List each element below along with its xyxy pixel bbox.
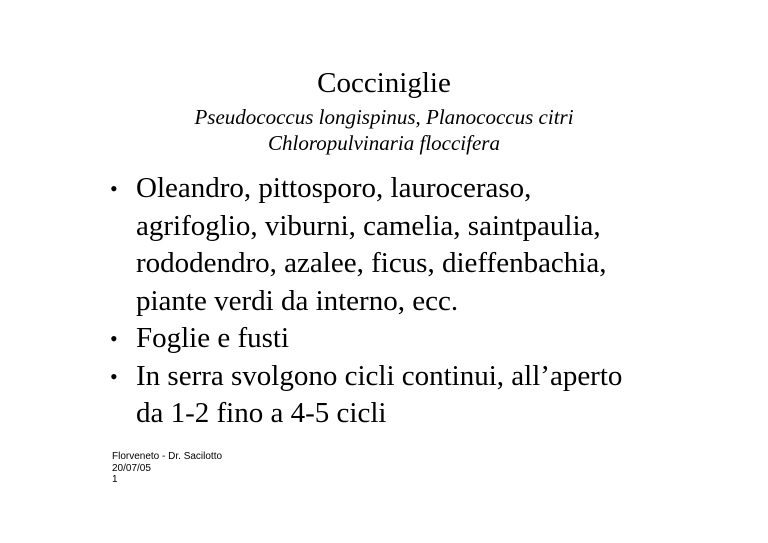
footer-author: Florveneto - Dr. Sacilotto [112, 451, 223, 462]
subtitle-species-line-1 [0, 104, 768, 130]
bullet-text [136, 358, 728, 433]
bullet-list [108, 170, 728, 433]
bullet-line: Foglie e fusti [136, 322, 290, 354]
bullet-line: Oleandro, pittosporo, lauroceraso, [136, 172, 532, 204]
bullet-line: piante verdi da interno, ecc. [136, 284, 459, 317]
bullet-dot-icon: • [110, 326, 118, 351]
subtitle-species-line-2: Chloropulvinaria floccifera [268, 131, 500, 155]
bullet-text [136, 320, 728, 358]
slide-footer [112, 451, 222, 486]
bullet-text [136, 170, 728, 320]
bullet-item-affected-parts [108, 320, 728, 358]
bullet-item-cycles [108, 358, 728, 433]
bullet-item-host-plants [108, 170, 728, 320]
bullet-line: In serra svolgono cicli continui, all’aperto [136, 359, 623, 392]
species-planococcus: Planococcus citri [426, 105, 574, 129]
slide-title: Cocciniglie [317, 67, 451, 99]
footer-page-number: 1 [112, 474, 118, 485]
bullet-dot-icon: • [110, 176, 118, 201]
bullet-line: da 1-2 fino a 4-5 cicli [136, 397, 387, 429]
bullet-line: rododendro, azalee, ficus, dieffenbachia, [136, 247, 607, 279]
species-separator: , [415, 105, 426, 129]
bullet-dot-icon: • [110, 363, 118, 389]
footer-date: 20/07/05 [112, 462, 151, 474]
bullet-line: agrifoglio, viburni, camelia, saintpaulia, [136, 209, 601, 242]
species-pseudococcus: Pseudococcus longispinus [194, 105, 416, 129]
